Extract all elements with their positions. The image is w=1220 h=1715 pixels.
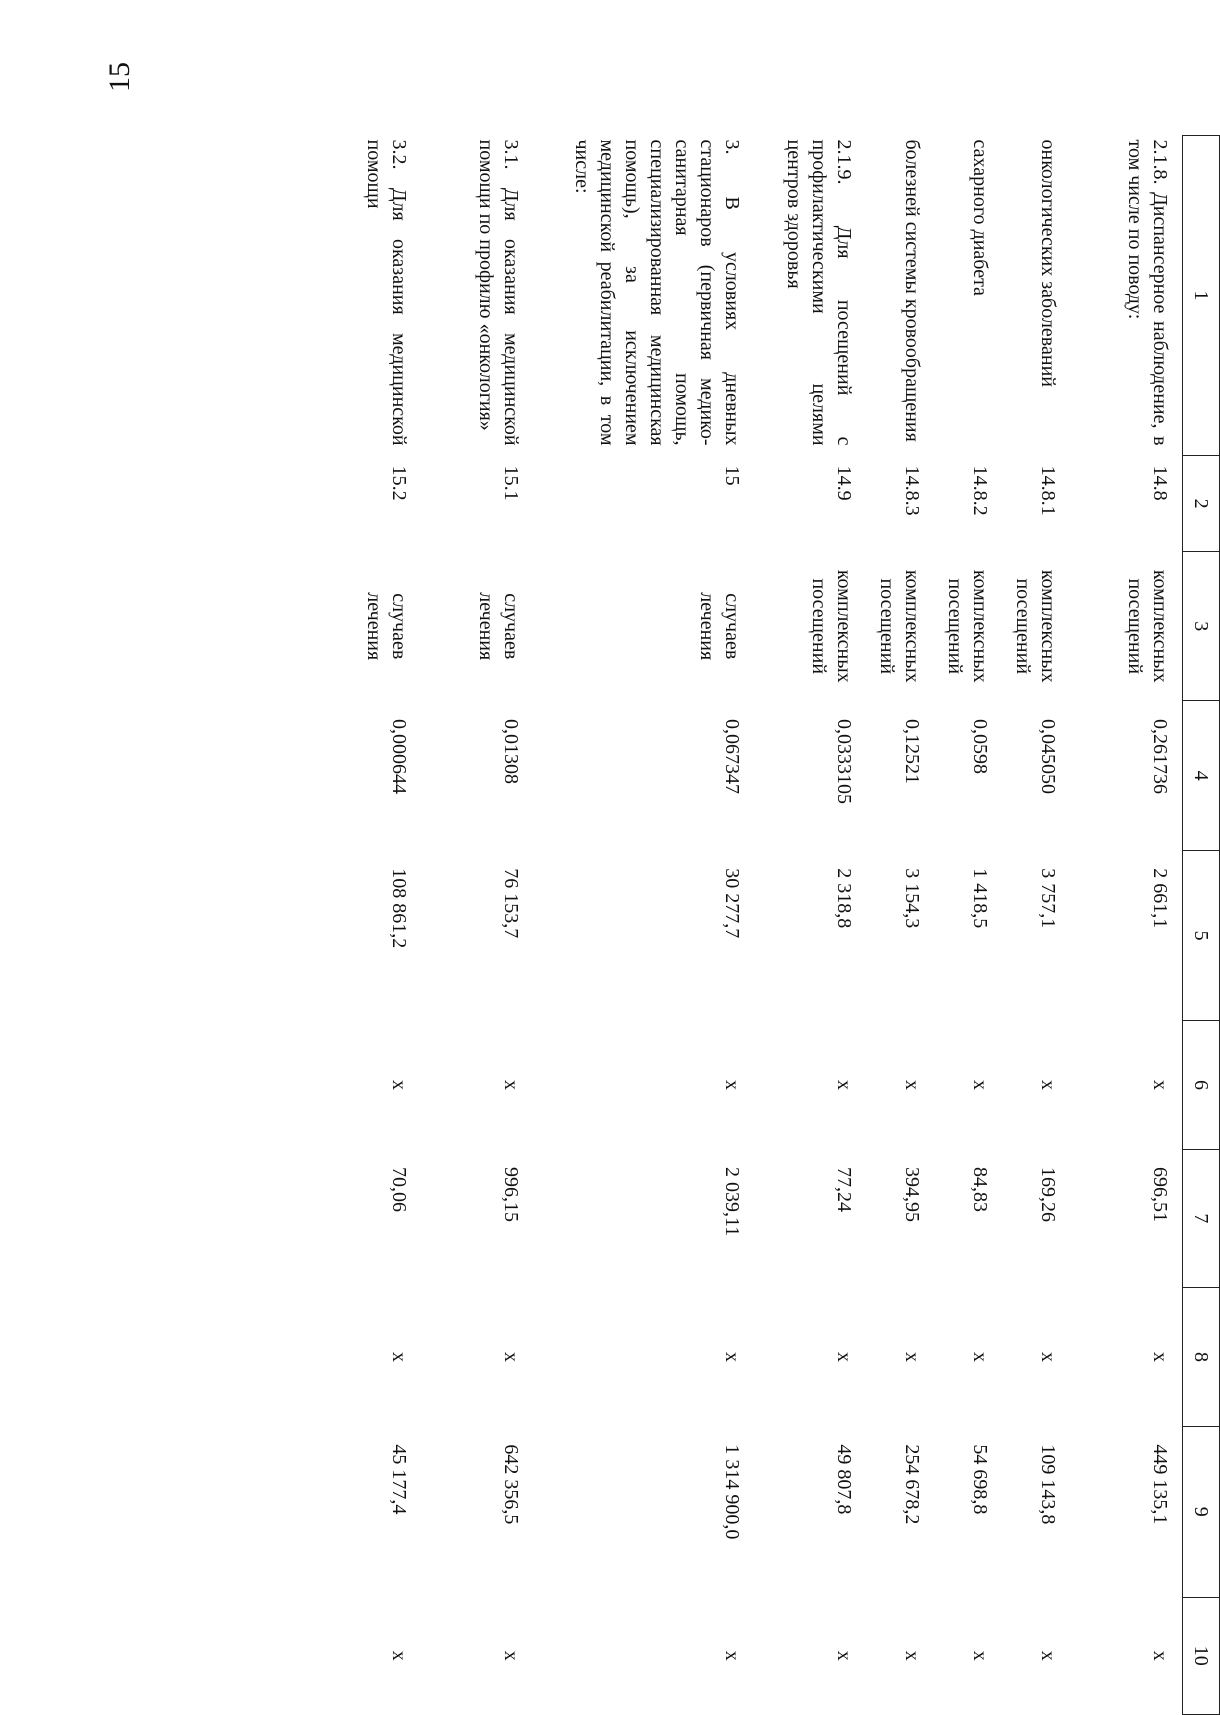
cell-col9: 254 678,2 [901, 1444, 923, 1525]
row-code: 14.8.3 [901, 465, 923, 516]
cell-col4: 0,0598 [969, 718, 991, 774]
table-row [754, 136, 866, 1715]
cell-col10: х [500, 1650, 522, 1661]
cell-col7: 2 039,11 [721, 1167, 743, 1237]
cell-col4: 0,0333105 [833, 718, 855, 804]
row-name: 2.1.8. Диспансерное наблюдение, в том числе по поводу: [1124, 139, 1171, 446]
cell-col6: х [721, 1079, 743, 1090]
cell-col4: 0,045050 [1037, 718, 1059, 794]
cell-col10: х [901, 1650, 923, 1661]
cell-col7: 70,06 [388, 1167, 410, 1212]
cell-col7: 996,15 [500, 1167, 522, 1222]
cell-col6: х [901, 1079, 923, 1090]
cell-col5: 30 277,7 [721, 868, 743, 939]
cell-col5: 76 153,7 [500, 868, 522, 939]
cell-col5: 3 154,3 [901, 868, 923, 929]
cell-col6: х [1149, 1079, 1171, 1090]
col-header-8: 8 [1183, 1288, 1220, 1427]
cell-col8: х [901, 1352, 923, 1363]
cell-col10: х [969, 1650, 991, 1661]
cell-col5: 1 418,5 [969, 868, 991, 929]
cell-col7: 84,83 [969, 1167, 991, 1212]
row-code: 15.2 [388, 465, 410, 501]
cell-col8: х [721, 1352, 743, 1363]
cell-col8: х [1149, 1352, 1171, 1363]
row-name: онкологических заболеваний [1037, 139, 1059, 387]
cell-col8: х [388, 1352, 410, 1363]
row-name: 3. В условиях дневных стационаров (первичная медико-санитарная помощь, специализированная медицинская помощь), за исключением медицинской реабилитации, в том числе: [571, 139, 743, 446]
row-name: 3.1. Для оказания медицинской помощи по профилю «онкология» [475, 139, 522, 446]
cell-col9: 54 698,8 [969, 1444, 991, 1515]
row-name: сахарного диабета [969, 139, 991, 296]
row-unit: случаев лечения [363, 592, 410, 661]
cell-col4: 0,01308 [500, 718, 522, 784]
row-unit: комплексных посещений [1012, 569, 1059, 683]
cell-col8: х [833, 1352, 855, 1363]
cell-col7: 77,24 [833, 1167, 855, 1212]
cell-col6: х [833, 1079, 855, 1090]
cell-col6: х [500, 1079, 522, 1090]
col-header-7: 7 [1183, 1149, 1220, 1288]
cell-col8: х [500, 1352, 522, 1363]
table-row [934, 136, 1002, 1715]
cell-col10: х [388, 1650, 410, 1661]
row-name: 3.2. Для оказания медицинской помощи [363, 139, 410, 446]
data-table [353, 135, 1220, 1715]
cell-col9: 49 807,8 [833, 1444, 855, 1515]
cell-col7: 169,26 [1037, 1167, 1059, 1222]
col-header-3: 3 [1183, 552, 1220, 701]
cell-col10: х [1037, 1650, 1059, 1661]
cell-col9: 449 135,1 [1149, 1444, 1171, 1525]
table-row [353, 136, 421, 1715]
row-code: 14.8.2 [969, 465, 991, 516]
cell-col7: 696,51 [1149, 1167, 1171, 1222]
cell-col6: х [969, 1079, 991, 1090]
page-number: 15 [103, 62, 136, 92]
row-code: 15.1 [500, 465, 522, 501]
cell-col10: х [721, 1650, 743, 1661]
cell-col10: х [1149, 1650, 1171, 1661]
cell-col9: 1 314 900,0 [721, 1444, 743, 1540]
table-row [866, 136, 934, 1715]
row-unit: комплексных посещений [808, 569, 855, 683]
row-name: болезней системы кровообращения [901, 139, 923, 442]
row-unit: комплексных посещений [876, 569, 923, 683]
cell-col7: 394,95 [901, 1167, 923, 1222]
cell-col4: 0,261736 [1149, 718, 1171, 794]
rotated-table-container [220, 135, 1220, 1715]
row-name: 2.1.9. Для посещений с профилактическими целями центров здоровья [783, 139, 855, 446]
col-header-6: 6 [1183, 1021, 1220, 1149]
row-code: 14.8.1 [1037, 465, 1059, 516]
col-header-2: 2 [1183, 456, 1220, 552]
cell-col4: 0,12521 [901, 718, 923, 784]
col-header-1: 1 [1183, 136, 1220, 456]
cell-col10: х [833, 1650, 855, 1661]
col-header-10: 10 [1183, 1597, 1220, 1714]
cell-col6: х [388, 1079, 410, 1090]
cell-col4: 0,067347 [721, 718, 743, 794]
cell-col5: 2 318,8 [833, 868, 855, 929]
cell-col9: 642 356,5 [500, 1444, 522, 1525]
row-code: 14.8 [1149, 465, 1171, 501]
cell-col6: х [1037, 1079, 1059, 1090]
col-header-4: 4 [1183, 701, 1220, 850]
cell-col5: 108 861,2 [388, 868, 410, 949]
cell-col4: 0,000644 [388, 718, 410, 794]
cell-col5: 3 757,1 [1037, 868, 1059, 929]
table-row [1070, 136, 1183, 1715]
header-row [1183, 136, 1220, 1715]
cell-col9: 45 177,4 [388, 1444, 410, 1515]
cell-col8: х [969, 1352, 991, 1363]
row-code: 14.9 [833, 465, 855, 501]
cell-col5: 2 661,1 [1149, 868, 1171, 929]
cell-col8: х [1037, 1352, 1059, 1363]
table-row [533, 136, 754, 1715]
row-unit: случаев лечения [475, 592, 522, 661]
col-header-5: 5 [1183, 850, 1220, 1021]
row-unit: комплексных посещений [944, 569, 991, 683]
row-code: 15 [721, 465, 743, 486]
table-row [421, 136, 533, 1715]
col-header-9: 9 [1183, 1426, 1220, 1597]
cell-col9: 109 143,8 [1037, 1444, 1059, 1525]
table-row [1002, 136, 1070, 1715]
row-unit: случаев лечения [696, 592, 743, 661]
row-unit: комплексных посещений [1124, 569, 1171, 683]
